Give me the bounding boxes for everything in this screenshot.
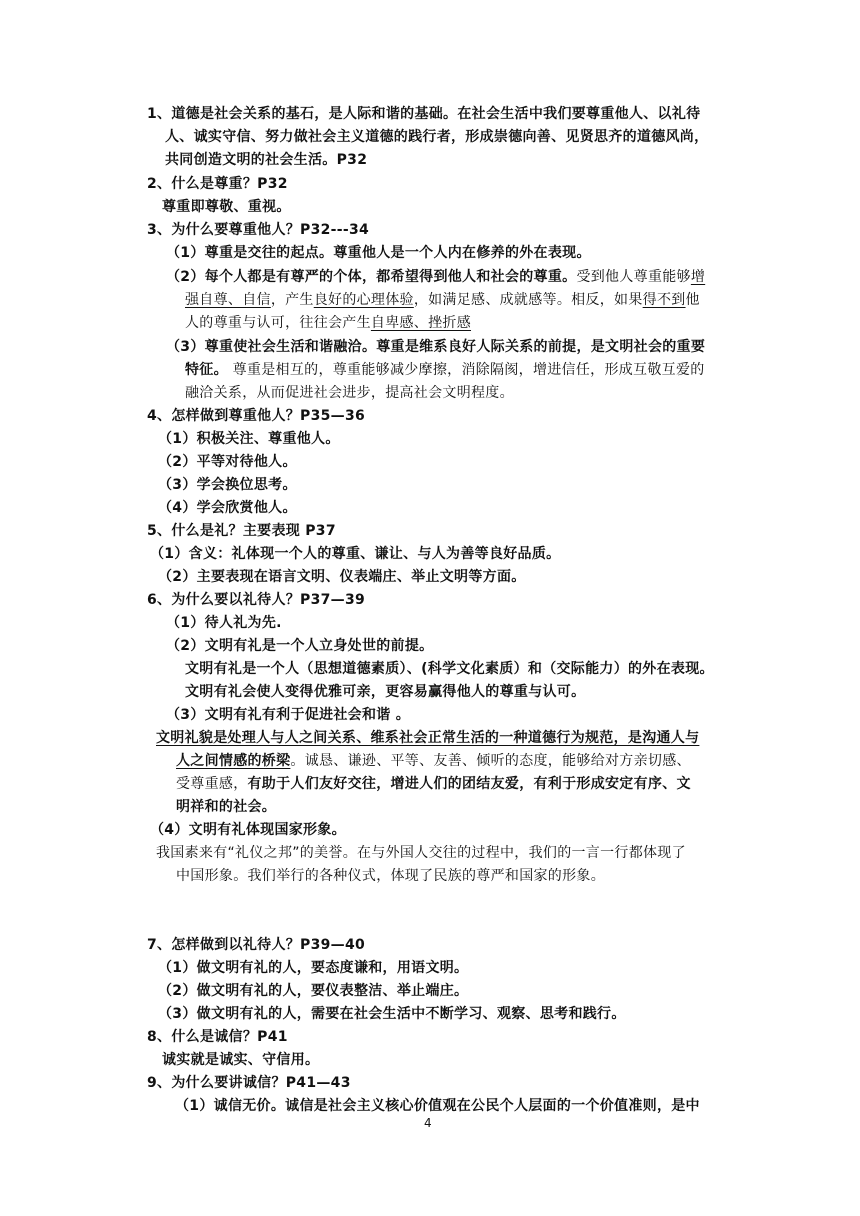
- question-heading: 8、什么是诚信？P41: [147, 1029, 288, 1045]
- text-line: （1）积极关注、尊重他人。: [158, 431, 340, 447]
- text-line: 共同创造文明的社会生活。P32: [165, 152, 368, 168]
- text-line: 人、诚实守信、努力做社会主义道德的践行者，形成崇德向善、见贤思齐的道德风尚，: [165, 129, 709, 145]
- question-heading: 3、为什么要尊重他人？P32---34: [147, 222, 370, 238]
- underlined-text: 文明礼貌是处理人与人之间关系、维系社会正常生活的一种道德行为规范，是沟通人与: [156, 730, 700, 746]
- text-line: （2）做文明有礼的人，要仪表整洁、举止端庄。: [158, 983, 469, 999]
- text-segment: 受尊重感，: [176, 776, 248, 792]
- underlined-text: 得不到: [642, 292, 686, 308]
- question-heading: 9、为什么要讲诚信？P41—43: [147, 1075, 351, 1091]
- text-line: （2）主要表现在语言文明、仪表端庄、举止文明等方面。: [158, 569, 526, 585]
- text-line: 融洽关系，从而促进社会进步，提高社会文明程度。: [185, 385, 514, 401]
- text-line: （3）学会换位思考。: [158, 477, 297, 493]
- text-line: （3）尊重使社会生活和谐融洽。尊重是维系良好人际关系的前提，是文明社会的重要: [166, 339, 706, 355]
- text-line: 文明有礼是一个人（思想道德素质）、(科学文化素质）和（交际能力）的外在表现。: [185, 661, 714, 677]
- text-line: （3）做文明有礼的人，需要在社会生活中不断学习、观察、思考和践行。: [158, 1006, 626, 1022]
- text-segment: （2）每个人都是有尊严的个体，都希望得到他人和社会的尊重。: [166, 269, 577, 285]
- text-line: 明祥和的社会。: [176, 799, 277, 815]
- text-line: [166, 266, 705, 288]
- text-line: （1）做文明有礼的人，要态度谦和，用语文明。: [158, 960, 469, 976]
- question-heading: 7、怎样做到以礼待人？P39—40: [147, 937, 366, 953]
- text-line: （4）学会欣赏他人。: [158, 500, 297, 516]
- text-line: [185, 359, 705, 381]
- text-line: （1）含义：礼体现一个人的尊重、谦让、与人为善等良好品质。: [150, 546, 561, 562]
- text-line: （2）文明有礼是一个人立身处世的前提。: [166, 638, 434, 654]
- underlined-text: 良好的心理体验: [313, 292, 414, 308]
- text-segment: 他: [685, 292, 700, 308]
- underlined-text: 增: [690, 269, 706, 285]
- text-segment: 尊重是相互的，尊重能够减少摩擦，消除隔阂，增进信任，形成互敬互爱的: [227, 362, 705, 378]
- text-line: [185, 289, 700, 311]
- text-line: （3）文明有礼有利于促进社会和谐 。: [166, 707, 411, 723]
- text-line: [176, 750, 691, 772]
- text-segment: ，产生: [270, 292, 314, 308]
- underlined-text: 自卑感、挫折感: [370, 315, 472, 331]
- text-line: （1）尊重是交往的起点。尊重他人是一个人内在修养的外在表现。: [166, 245, 591, 261]
- text-line: [176, 773, 691, 795]
- text-segment: 人的尊重与认可，往往会产生: [185, 315, 371, 331]
- text-line: 尊重即尊敬、重视。: [162, 199, 291, 215]
- text-line: （1）诚信无价。诚信是社会主义核心价值观在公民个人层面的一个价值准则，是中: [175, 1098, 700, 1114]
- text-line: [185, 312, 471, 334]
- text-line: 诚实就是诚实、守信用。: [162, 1052, 320, 1068]
- text-segment: 受到他人尊重能够: [576, 269, 691, 285]
- text-line: （4）文明有礼体现国家形象。: [150, 822, 346, 838]
- underlined-text: 人之间情感的桥梁: [176, 753, 291, 769]
- text-line: （2）平等对待他人。: [158, 454, 297, 470]
- text-segment: 特征。: [185, 362, 228, 378]
- text-segment: ，如满足感、成就感等。相反，如果: [413, 292, 643, 308]
- question-heading: 6、为什么要以礼待人？P37—39: [147, 592, 366, 608]
- question-heading: 2、什么是尊重？P32: [147, 176, 288, 192]
- text-segment: 有助于人们友好交往，增进人们的团结友爱，有利于形成安定有序、文: [247, 776, 691, 792]
- underlined-text: 强自尊、自信: [185, 292, 271, 308]
- question-heading: 5、什么是礼？主要表现 P37: [147, 523, 336, 539]
- page-number: 4: [424, 1116, 432, 1130]
- text-line: 文明有礼会使人变得优雅可亲，更容易赢得他人的尊重与认可。: [185, 684, 586, 700]
- text-line: 我国素来有“礼仪之邦”的美誉。在与外国人交往的过程中，我们的一言一行都体现了: [156, 845, 686, 861]
- text-line: （1）待人礼为先.: [166, 615, 282, 631]
- text-line: 1、道德是社会关系的基石，是人际和谐的基础。在社会生活中我们要尊重他人、以礼待: [147, 106, 701, 122]
- text-line: 中国形象。我们举行的各种仪式，体现了民族的尊严和国家的形象。: [176, 868, 605, 884]
- text-segment: 。诚恳、谦逊、平等、友善、倾听的态度，能够给对方亲切感、: [290, 753, 691, 769]
- question-heading: 4、怎样做到尊重他人？P35—36: [147, 408, 366, 424]
